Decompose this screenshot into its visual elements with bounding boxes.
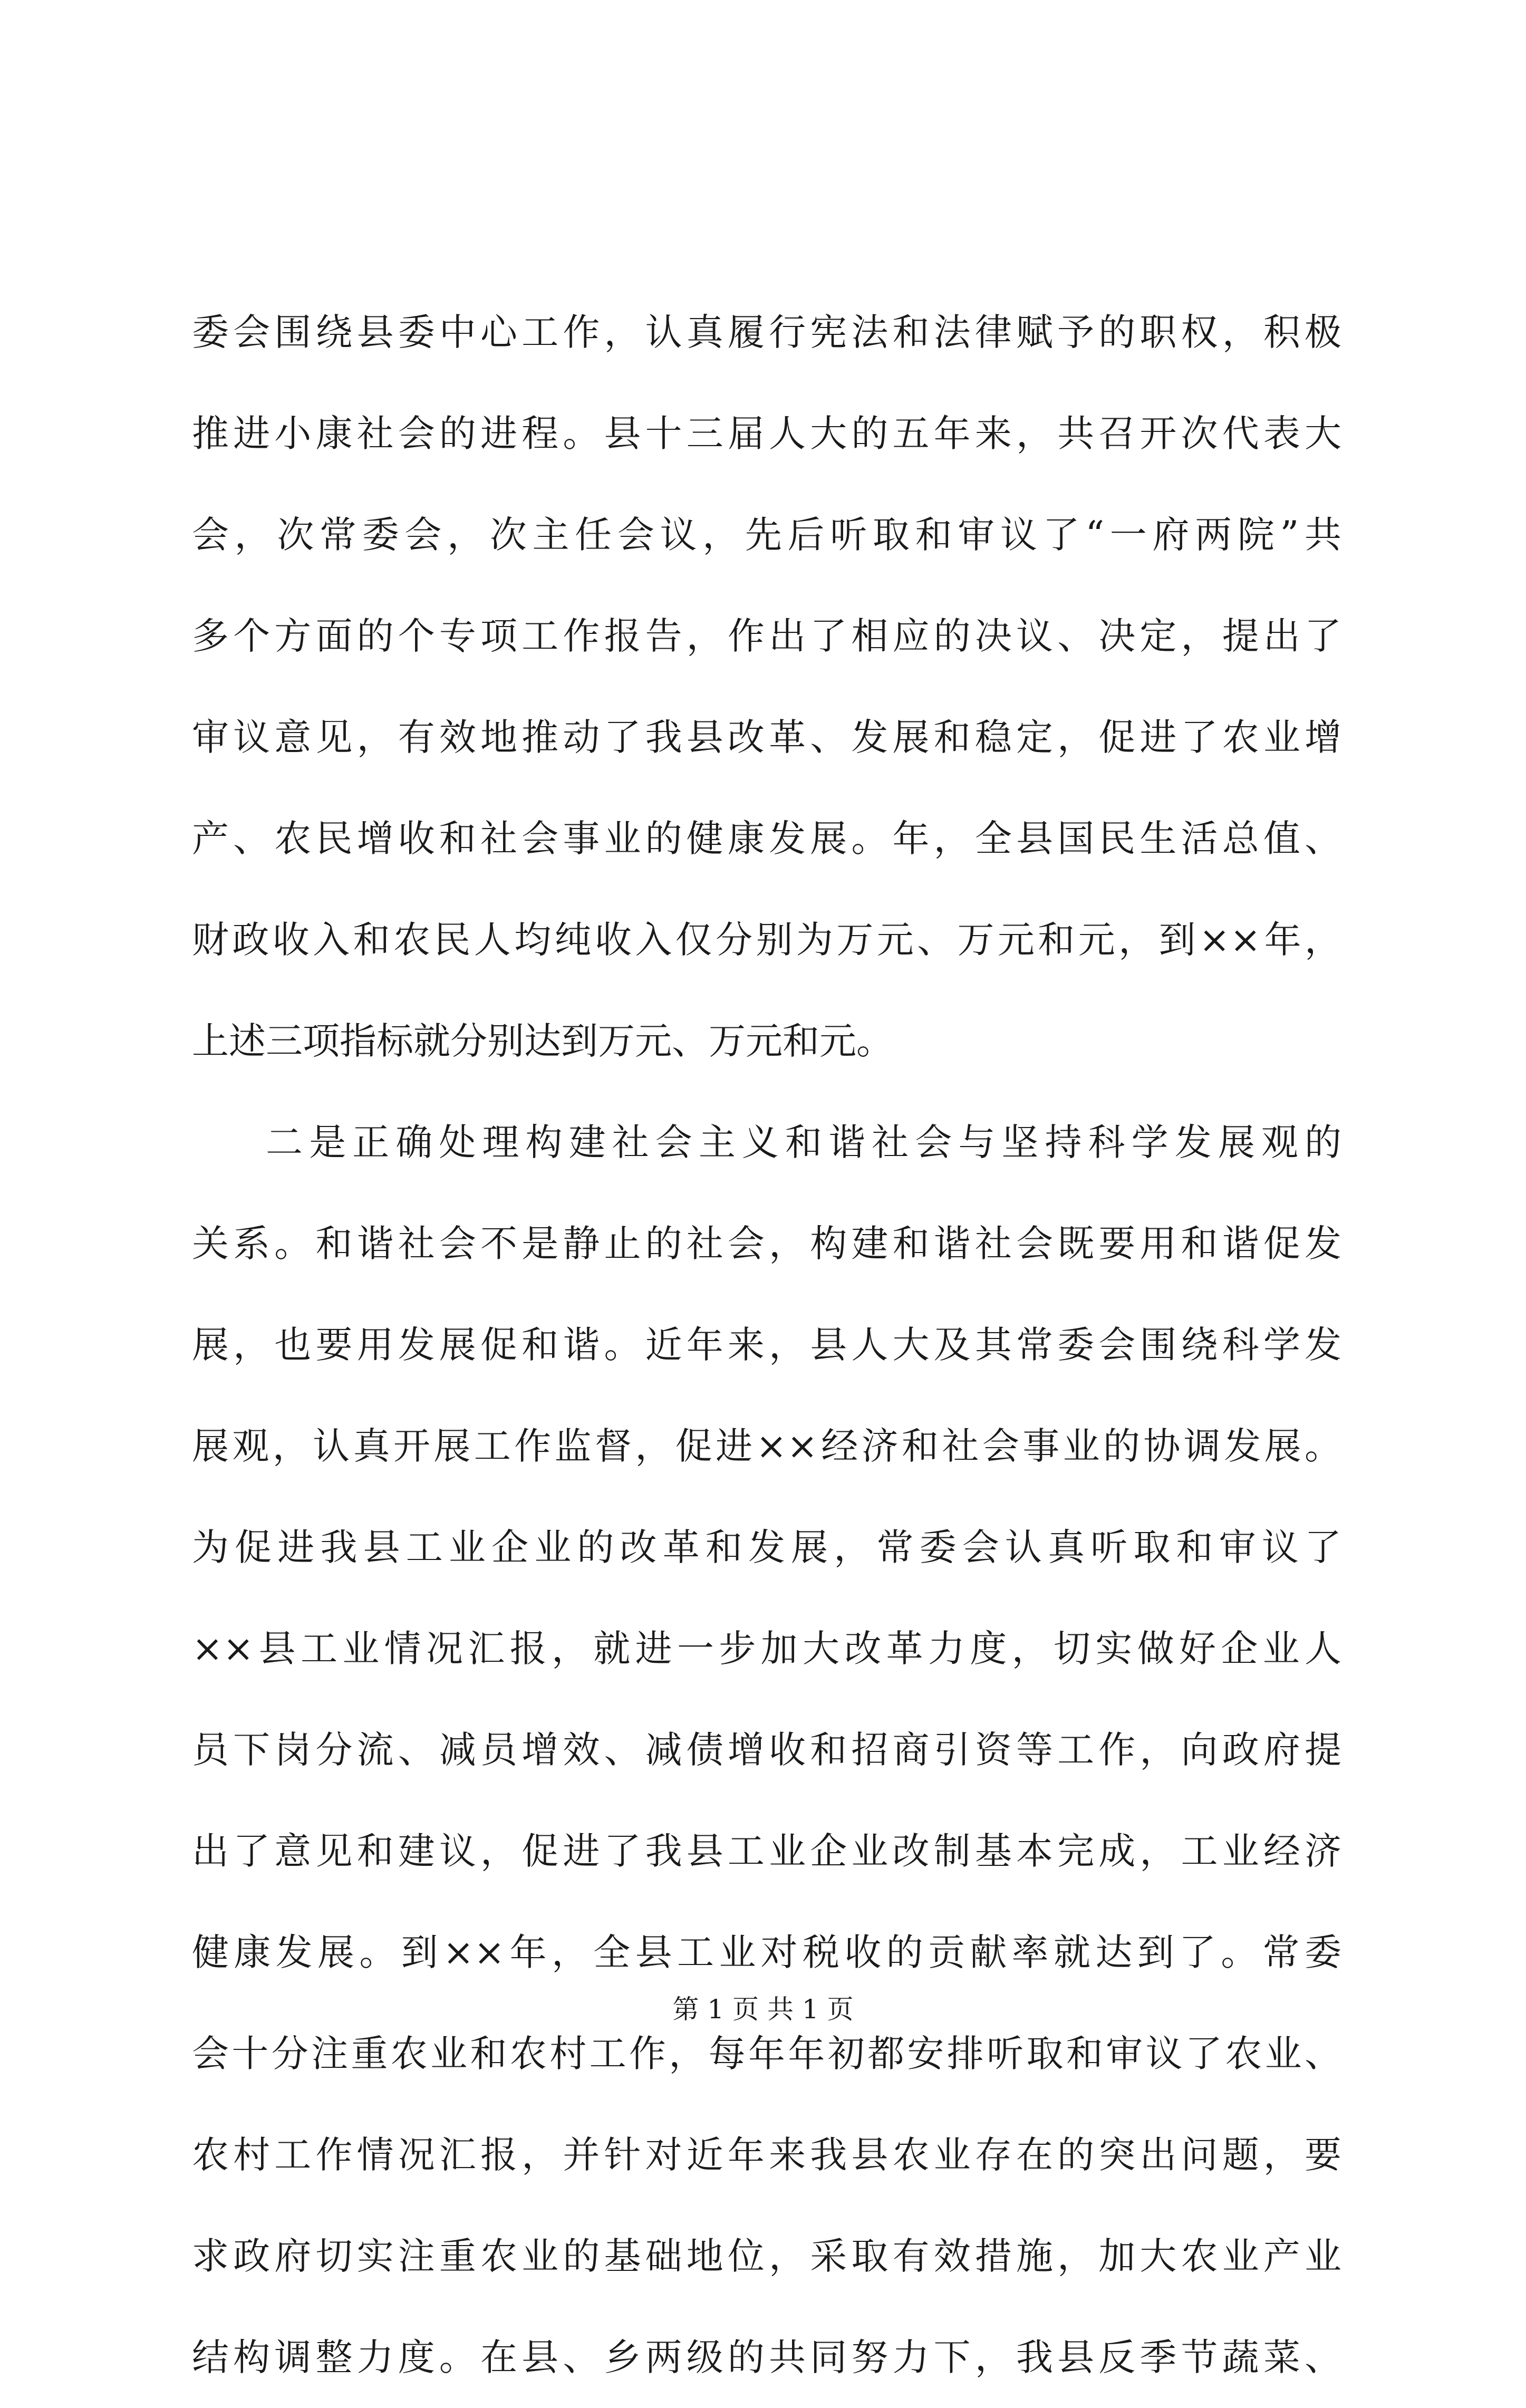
text-line: 求政府切实注重农业的基础地位，采取有效措施，加大农业产业: [192, 2234, 1341, 2278]
text-line: 员下岗分流、减员增效、减债增收和招商引资等工作，向政府提: [192, 1728, 1341, 1771]
text-line: 会十分注重农业和农村工作，每年年初都安排听取和审议了农业、: [192, 2032, 1341, 2075]
text-line: 结构调整力度。在县、乡两级的共同努力下，我县反季节蔬菜、: [192, 2336, 1341, 2379]
text-line: 关系。和谐社会不是静止的社会，构建和谐社会既要用和谐促发: [192, 1222, 1341, 1265]
text-line: 展，也要用发展促和谐。近年来，县人大及其常委会围绕科学发: [192, 1323, 1341, 1366]
page-footer: 第 1 页 共 1 页: [672, 1994, 854, 2025]
text-line: 推进小康社会的进程。县十三届人大的五年来，共召开次代表大: [192, 412, 1341, 455]
body-text: [192, 282, 1341, 2408]
text-line: 委会围绕县委中心工作，认真履行宪法和法律赋予的职权，积极: [192, 311, 1341, 354]
paragraph-start-line: 二是正确处理构建社会主义和谐社会与坚持科学发展观的: [266, 1121, 1341, 1164]
text-line: 健康发展。到××年，全县工业对税收的贡献率就达到了。常委: [192, 1931, 1341, 1974]
text-line: 财政收入和农民人均纯收入仅分别为万元、万元和元，到××年，: [192, 918, 1341, 961]
text-line: 审议意见，有效地推动了我县改革、发展和稳定，促进了农业增: [192, 716, 1341, 759]
text-line: 为促进我县工业企业的改革和发展，常委会认真听取和审议了: [192, 1526, 1341, 1569]
text-line: ××县工业情况汇报，就进一步加大改革力度，切实做好企业人: [192, 1627, 1341, 1670]
text-line: 展观，认真开展工作监督，促进××经济和社会事业的协调发展。: [192, 1424, 1341, 1468]
text-line: 会，次常委会，次主任会议，先后听取和审议了“一府两院”共: [192, 513, 1341, 556]
text-line: 多个方面的个专项工作报告，作出了相应的决议、决定，提出了: [192, 614, 1341, 658]
text-line: 农村工作情况汇报，并针对近年来我县农业存在的突出问题，要: [192, 2133, 1341, 2176]
text-line: 产、农民增收和社会事业的健康发展。年，全县国民生活总值、: [192, 817, 1341, 860]
text-line: 上述三项指标就分别达到万元、万元和元。: [192, 1019, 893, 1063]
text-line: 出了意见和建议，促进了我县工业企业改制基本完成，工业经济: [192, 1829, 1341, 1873]
